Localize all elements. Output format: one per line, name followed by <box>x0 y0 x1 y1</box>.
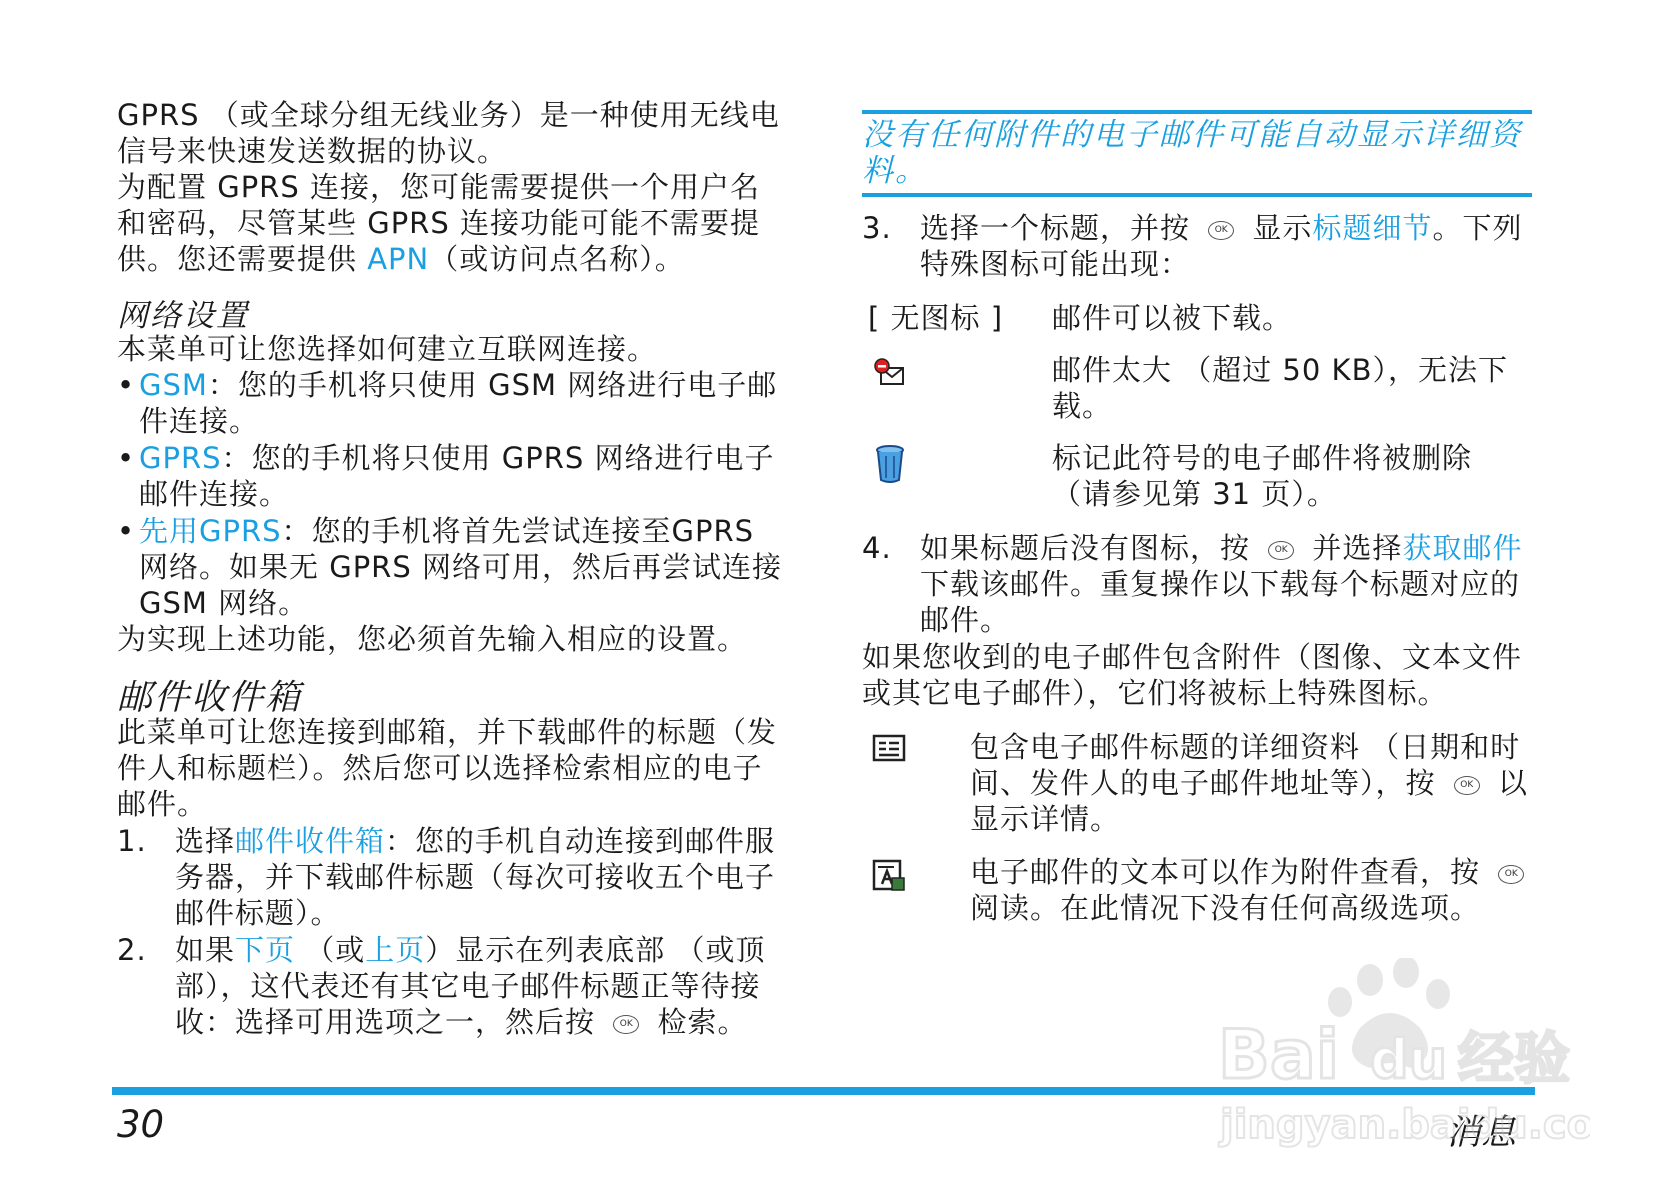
gprs-first-option[interactable]: 先用GPRS <box>139 514 282 548</box>
step-4 <box>862 530 1534 638</box>
no-icon-description: 邮件可以被下载。 <box>1052 301 1293 335</box>
svg-text:经验: 经验 <box>1458 1027 1570 1092</box>
step-1-text-end: ：您的手机自动连接到邮件服务器，并下载邮件标题（每次可接收五个电子邮件标题）。 <box>175 824 776 930</box>
attachments-paragraph: 如果您收到的电子邮件包含附件（图像、文本文件或其它电子邮件），它们将被标上特殊图标。 <box>862 640 1523 710</box>
step-3 <box>862 210 1534 282</box>
step-1 <box>117 823 787 931</box>
details-description <box>970 729 1534 837</box>
bullet-dot: • <box>117 514 136 548</box>
gprs-intro-paragraph: GPRS （或全球分组无线业务）是一种使用无线电信号来快速发送数据的协议。 <box>117 98 780 168</box>
gprs-config-text: 为配置 GPRS 连接，您可能需要提供一个用户名和密码，尽管某些 GPRS 连接功能可能不需要提供。您还需要提供 <box>117 170 760 276</box>
step-4-text: 并选择 <box>1302 531 1403 565</box>
svg-text:Bai: Bai <box>1218 1016 1340 1095</box>
gprs-config-text-end: （或访问点名称）。 <box>429 242 685 276</box>
footer-chapter-title: 消息 <box>1446 1113 1517 1153</box>
get-mail-link[interactable]: 获取邮件 <box>1402 531 1523 565</box>
bullet-gsm <box>117 367 787 439</box>
step-3-text: 显示 <box>1242 211 1313 245</box>
apn-link[interactable]: APN <box>367 242 430 276</box>
text-attachment-icon <box>872 858 906 900</box>
oversize-mail-icon <box>872 356 908 400</box>
ok-key-icon: OK <box>1454 776 1480 795</box>
attach-row-text <box>862 854 1534 962</box>
step-number: 4. <box>862 531 892 565</box>
step-number: 3. <box>862 211 892 245</box>
network-settings-paragraph: 本菜单可让您选择如何建立互联网连接。 <box>117 332 658 366</box>
gprs-first-description: ：您的手机将首先尝试连接至GPRS 网络。如果无 GPRS 网络可用，然后再尝试连接 GSM 网络。 <box>139 514 782 620</box>
note-bottom-rule <box>862 193 1532 197</box>
next-page-link[interactable]: 下页 <box>235 933 296 967</box>
text-attachment-text: 电子邮件的文本可以作为附件查看，按 <box>970 855 1491 889</box>
icon-row-oversize <box>862 352 1534 424</box>
bullet-gprs-first <box>117 513 787 621</box>
page-number: 30 <box>117 1103 165 1146</box>
header-details-link[interactable]: 标题细节 <box>1312 211 1433 245</box>
delete-description: 标记此符号的电子邮件将被删除 （请参见第 31 页）。 <box>1052 441 1473 511</box>
details-text-end: 以显示详情。 <box>970 766 1528 836</box>
attach-row-details <box>862 729 1534 837</box>
note-top-rule <box>862 110 1532 114</box>
note-text: 没有任何附件的电子邮件可能自动显示详细资料。 <box>862 117 1522 189</box>
step-2-text: （或 <box>295 933 366 967</box>
svg-text:jingyan.baidu.com: jingyan.baidu.co <box>1220 1102 1590 1148</box>
gsm-option[interactable]: GSM <box>139 368 208 402</box>
step-4-text-end: 下载该邮件。重复操作以下载每个标题对应的邮件。 <box>920 567 1521 637</box>
icon-row-no-icon <box>862 300 1534 340</box>
inbox-paragraph: 此菜单可让您连接到邮箱，并下载邮件的标题（发件人和标题栏）。然后您可以选择检索相应的电子邮件。 <box>117 715 778 821</box>
svg-text:du: du <box>1370 1028 1448 1091</box>
bullet-dot: • <box>117 368 136 402</box>
network-settings-heading: 网络设置 <box>117 298 249 334</box>
gprs-option[interactable]: GPRS <box>139 441 222 475</box>
prev-page-link[interactable]: 上页 <box>365 933 426 967</box>
ok-key-icon: OK <box>613 1015 639 1034</box>
step-3-text: 选择一个标题，并按 <box>920 211 1201 245</box>
baidu-watermark-logo <box>1210 958 1590 1158</box>
bullet-gprs <box>117 440 787 512</box>
details-text: 包含电子邮件标题的详细资料 （日期和时间、发件人的电子邮件地址等），按 <box>970 730 1521 800</box>
details-icon <box>872 733 906 771</box>
step-4-text: 如果标题后没有图标，按 <box>920 531 1261 565</box>
text-attachment-text-end: 阅读。在此情况下没有任何高级选项。 <box>970 891 1481 925</box>
gprs-description: ：您的手机将只使用 GPRS 网络进行电子邮件连接。 <box>139 441 775 511</box>
gsm-description: ：您的手机将只使用 GSM 网络进行电子邮件连接。 <box>139 368 778 438</box>
no-icon-label: [ 无图标 ] <box>868 301 1004 335</box>
step-number: 2. <box>117 933 147 967</box>
step-2-text-end: 检索。 <box>647 1005 748 1039</box>
icon-row-delete <box>862 440 1534 512</box>
step-number: 1. <box>117 824 147 858</box>
step-1-text: 选择 <box>175 824 236 858</box>
trash-icon <box>872 444 908 492</box>
ok-key-icon: OK <box>1498 865 1524 884</box>
step-2-text: ）显示在列表底部 （或顶部），这代表还有其它电子邮件标题正等待接收：选择可用选项之一，然后按 <box>175 933 766 1039</box>
ok-key-icon: OK <box>1208 221 1234 240</box>
bullet-dot: • <box>117 441 136 475</box>
inbox-section-heading: 邮件收件箱 <box>117 678 303 718</box>
inbox-link[interactable]: 邮件收件箱 <box>235 824 386 858</box>
ok-key-icon: OK <box>1268 541 1294 560</box>
text-attachment-description <box>970 854 1534 926</box>
settings-note-paragraph: 为实现上述功能，您必须首先输入相应的设置。 <box>117 622 748 656</box>
gprs-config-paragraph <box>117 169 787 277</box>
step-3-text-end: 。下列特殊图标可能出现： <box>920 211 1523 281</box>
step-2 <box>117 932 787 1040</box>
step-2-text: 如果 <box>175 933 236 967</box>
oversize-description: 邮件太大 （超过 50 KB），无法下载。 <box>1052 353 1508 423</box>
